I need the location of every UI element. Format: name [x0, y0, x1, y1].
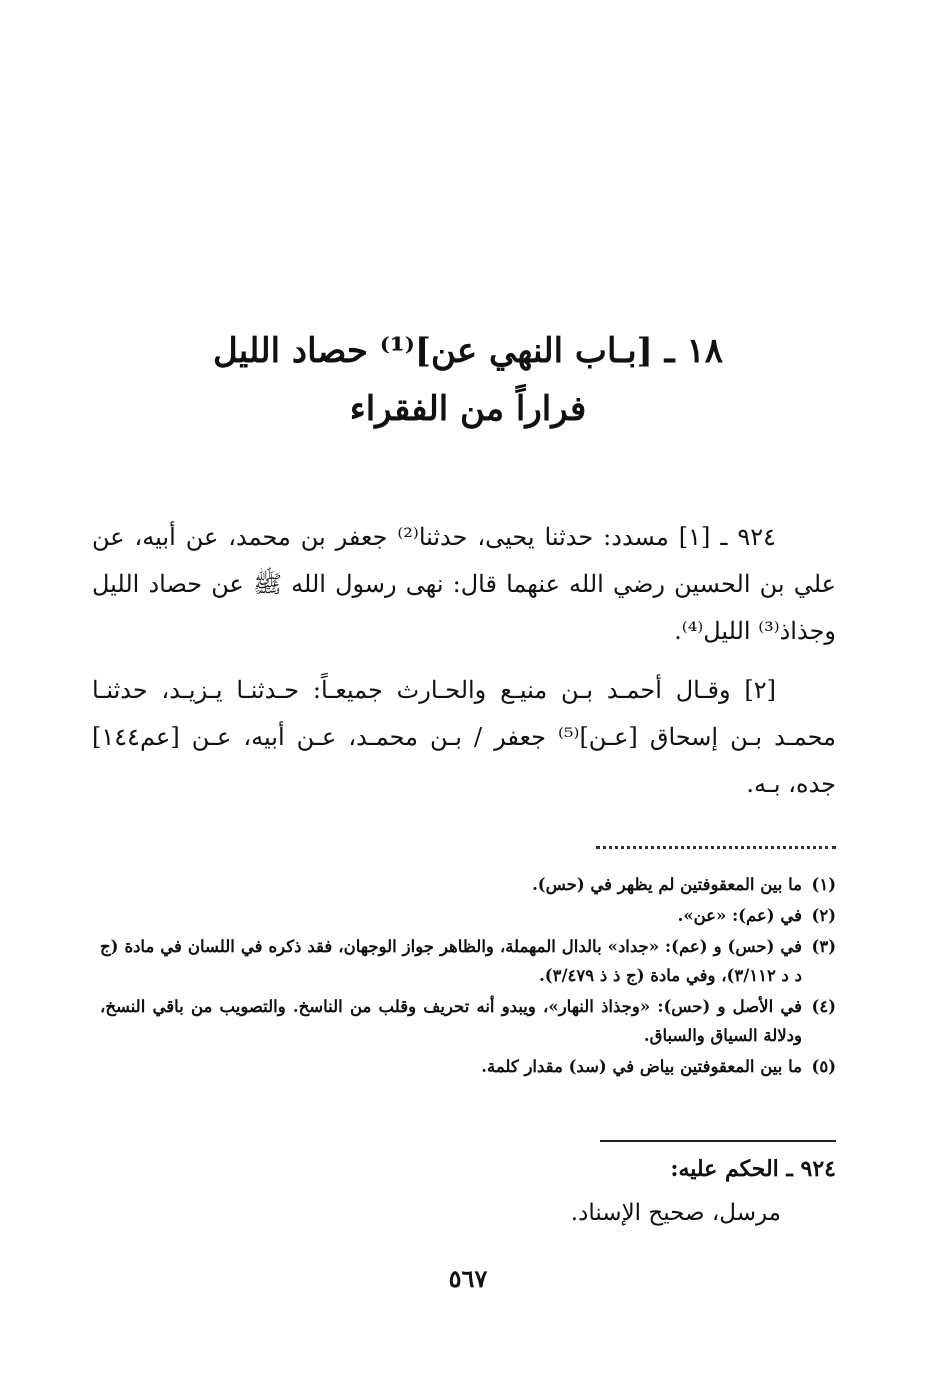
hadith-paragraph-1: ٩٢٤ ـ [١] مسدد: حدثنا يحيى، حدثنا⁽²⁾ جعفر بن محمد، عن أبيه، عن علي بن الحسين رضي الله عنهما قال: نهى رسول الله ﷺ عن حصاد الليل وجذاذ⁽³⁾ الليل⁽⁴⁾.: [92, 523, 836, 645]
footnote-item: [100, 1052, 836, 1081]
footnote-item: [100, 870, 836, 899]
chapter-title-line-1: ١٨ ـ [بـاب النهي عن]⁽¹⁾ حصاد الليل: [213, 331, 723, 371]
ruling-separator: [600, 1140, 836, 1142]
footnote-text: ما بين المعقوفتين بياض في (سد) مقدار كلمة.: [481, 1057, 802, 1076]
ruling-heading: ٩٢٤ ـ الحكم عليه:: [670, 1156, 836, 1182]
footnote-text: ما بين المعقوفتين لم يظهر في (حس).: [532, 875, 802, 894]
footnote-item: [100, 901, 836, 930]
footnote-number: (٥): [811, 1057, 836, 1076]
hadith-text: [92, 514, 836, 808]
footnotes: [100, 870, 836, 1083]
chapter-title-line-2: فراراً من الفقراء: [349, 389, 587, 429]
footnote-number: (١): [811, 875, 836, 894]
footnote-item: [100, 932, 836, 990]
footnote-number: (٤): [811, 997, 836, 1016]
footnote-text: في الأصل و (حس): «وجذاذ النهار»، ويبدو أنه تحريف وقلب من الناسخ. والتصويب من باقي النسخ، ودلالة السياق والسباق.: [100, 997, 802, 1045]
footnote-text: في (عم): «عن».: [677, 906, 802, 925]
hadith-paragraph-2: [٢] وقـال أحمـد بـن منيـع والحـارث جميعـاً: حـدثنـا يـزيـد، حدثنـا محمـد بـن إسحاق [عـن]⁽⁵⁾ جعفر / بـن محمـد، عـن أبيه، عـن [عم١٤٤] جده، بـه.: [92, 676, 836, 798]
footnote-text: في (حس) و (عم): «جداد» بالدال المهملة، والظاهر جواز الوجهان، فقد ذكره في اللسان في مادة (ج د د ٣/١١٢)، وفي مادة (ج ذ ذ ٣/٤٧٩).: [100, 937, 802, 985]
footnote-number: (٢): [811, 906, 836, 925]
chapter-title: [100, 322, 836, 438]
footnote-number: (٣): [811, 937, 836, 956]
ruling-text: مرسل، صحيح الإسناد.: [570, 1200, 781, 1226]
footnote-item: [100, 992, 836, 1050]
page-number: ٥٦٧: [448, 1264, 488, 1293]
footnote-separator: [596, 846, 836, 855]
